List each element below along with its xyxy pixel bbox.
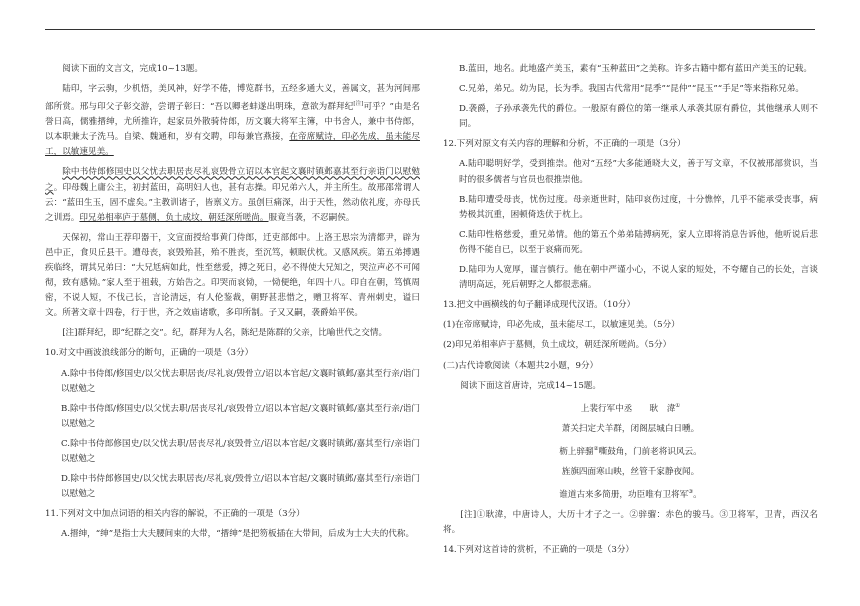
passage-paragraph-2: 除中书侍郎修国史以父忧去职居丧尽礼哀毁骨立诏以本官起文襄时镇邺嘉其至行亲诣门以慰勉之。印母魏上庸公主，初封蓝田，高明妇人也，甚有志操。印兄弟六人，并主所生。故邢邵常谓人云：“蓝田生玉，固不虚矣。”主教训诸子，皆禀义方。虽创巨痛深，出于天性，然动依礼度，亦母氏之训焉。印兄弟相率庐于墓侧，负土成坟，朝廷深所嗟尚。服竟当袭，不忍嗣侯。 — [45, 167, 420, 223]
q11-option-a: A.搢绅，“绅”是指士大夫腰间束的大带，“搢绅”是把笏板插在大带间，后成为士大夫的代称。 — [61, 529, 415, 540]
underlined-sentence-2: 印兄弟相率庐于墓侧，负土成坟，朝廷深所嗟尚。 — [79, 212, 269, 223]
q11-option-c: C.兄弟，弟兄。幼为昆，长为季。我国古代常用“昆季”“昆仲”“昆玉”“手足”等来指称兄弟。 — [459, 84, 804, 95]
q12-option-a: A.陆印聪明好学，受到推崇。他对“五经”大多能通晓大义，善于写文章，不仅被邢部赏识，当时的很多儒者与官员也很推崇他。 — [459, 159, 818, 185]
q12-option-b: B.陆印遭受母丧，忧伤过度。母亲逝世时，陆印哀伤过度，十分憔悴，几乎不能承受丧事，病势极其沉重，困顿倚迭伏于枕上。 — [459, 194, 818, 220]
poem-intro: 阅读下面这首唐诗，完成14~15题。 — [460, 380, 601, 391]
poem-line-3: 旌旗四面寒山映，丝管千家静夜闻。 — [561, 466, 700, 477]
section-poetry-heading: (二)古代诗歌阅读（本题共2小题，9分） — [443, 360, 599, 371]
poem-line-1: 萧关扫定犬羊群，闭阁层城白日曛。 — [561, 423, 700, 434]
question-14: 14.下列对这首诗的赏析，不正确的一项是（3分） — [443, 544, 635, 555]
reading-intro: 阅读下面的文言文，完成10~13题。 — [62, 64, 203, 74]
poem-line-2: 枥上骍骝②嘶鼓角，门前老将识风云。 — [559, 445, 702, 457]
poem — [443, 399, 818, 503]
q11-option-b: B.蓝田，地名。此地盛产美玉，素有“玉种蓝田”之美称。许多古籍中都有蓝田产美玉的记载。 — [459, 64, 812, 74]
poem-note: [注]①耿湋，中唐诗人，大历十才子之一。②骍骝：赤色的骏马。③卫将军，卫青，西汉名将。 — [443, 509, 818, 535]
right-column — [443, 62, 818, 563]
passage-paragraph-3: 天保初，常山王荐印器干，文宣面授给事黄门侍郎，迁吏部郎中。上洛王思宗为清都尹，辟为邑中正，食贝丘县干。遭母丧，哀毁殆甚，殆不胜丧，至沉笃，顿眠伏枕。又感风疾。第五弟搏遇疾临终，谓其兄弟曰：“大兄尪病如此，性至慈爱，搏之死日，必不得使大兄知之，哭泣声必不可闻彻，致有感恸。”家人至于祖载，方始告之。印哭而哀恸，一恸便绝，年四十八。印自在朝，笃慎周密，不说人短，不伐己长，言论清远，有人伦鉴裁，朝野甚悲惜之，赠卫将军、青州刺史，谥曰文。所著文章十四卷，行于世，齐之效庙诸歌，多印所制。子又又嗣，袭爵始平侯。 — [45, 232, 420, 319]
q13-item-2: (2)印兄弟相率庐于墓侧，负土成坟，朝廷深所嗟尚。（5分） — [443, 340, 672, 351]
passage-paragraph-1: 陆印，字云驹，少机悟，美风神，好学不倦，博览群书，五经多通大义，善属文，甚为河间邢部所赏。邢与印父子彰交游，尝谓子彰曰：“吾以卿老蚌遂出明珠，意欲为群拜纪[注]可乎？”由是名誉日高，儒雅搢绅，尤所推许，起家员外散骑侍郎，历文襄大将军主簿，中书舍人，兼中书侍郎，以本职兼太子洗马。自梁、魏通和，岁有交聘，印每兼官燕接，在帝席赋诗，印必先成，虽未能尽工，以敏速见美。 — [45, 84, 420, 158]
wavy-line-sentence: 除中书侍郎修国史以父忧去职居丧尽礼哀毁骨立诏以本官起文襄时镇邺嘉其至行亲诣门以慰勉之 — [45, 167, 420, 193]
left-column — [45, 62, 420, 547]
poem-line-4: 谁道古来多简册，功臣唯有卫将军③。 — [559, 488, 702, 500]
q10-option-b: B.除中书侍郎/修国史/以父忧去职/居丧尽礼/哀毁骨立/诏以本官起/文襄时镇邺/嘉其至行亲/诣门以慰勉之 — [61, 403, 420, 429]
q13-item-1: (1)在帝席赋诗，印必先成，虽未能尽工，以敏速见美。（5分） — [443, 320, 680, 331]
question-13: 13.把文中画横线的句子翻译成现代汉语。（10分） — [443, 300, 636, 311]
question-11: 11.下列对文中加点词语的相关内容的解说，不正确的一项是（3分） — [45, 509, 305, 520]
question-10: 10.对文中画波浪线部分的断句，正确的一项是（3分） — [45, 348, 254, 359]
question-12: 12.下列对原文有关内容的理解和分析，不正确的一项是（3分） — [443, 139, 686, 150]
q12-option-c: C.陆印性格慈爱，重兄弟情。他的第五个弟弟陆搏病死，家人立即将消息告诉他，他听说后悲伤得不能自已，以至于哀痛而死。 — [459, 229, 818, 255]
top-rule — [45, 29, 815, 30]
q10-option-d: D.除中书侍郎修国史/以父忧去职居丧/尽礼哀/毁骨立/诏以本官起/文襄时镇邺/嘉其至行/亲诣门以慰勉之 — [61, 474, 420, 500]
q10-option-a: A.除中书侍郎/修国史/以父忧去职居丧/尽礼哀/毁骨立/诏以本官起/文襄时镇邺/嘉其至行亲/诣门以慰勉之 — [61, 368, 420, 394]
q12-option-d: D.陆印为人宽厚，谨言慎行。他在朝中严谨小心，不说人家的短处，不夸耀自己的长处，言谈清明高远，死后朝野之人都很悲痛。 — [459, 265, 818, 291]
poem-title: 上裴行军中丞 耿 湋① — [580, 402, 681, 414]
q10-option-c: C.除中书侍郎修国史/以父忧去职/居丧尽礼/哀毁骨立/诏以本官起/文襄时镇邺/嘉其至行/亲诣门以慰勉之 — [61, 438, 420, 465]
passage-note: [注]群拜纪，即“纪群之交”。纪，群拜为人名，陈纪是陈群的父亲，比喻世代之交情。 — [62, 328, 388, 339]
q11-option-d: D.袭爵，子孙承袭先代的爵位。一般原有爵位的第一继承人承袭其原有爵位，其他继承人则不同。 — [459, 104, 818, 130]
underlined-sentence-1: 在帝席赋诗，印必先成，虽未能尽工，以敏速见美。 — [45, 132, 420, 158]
